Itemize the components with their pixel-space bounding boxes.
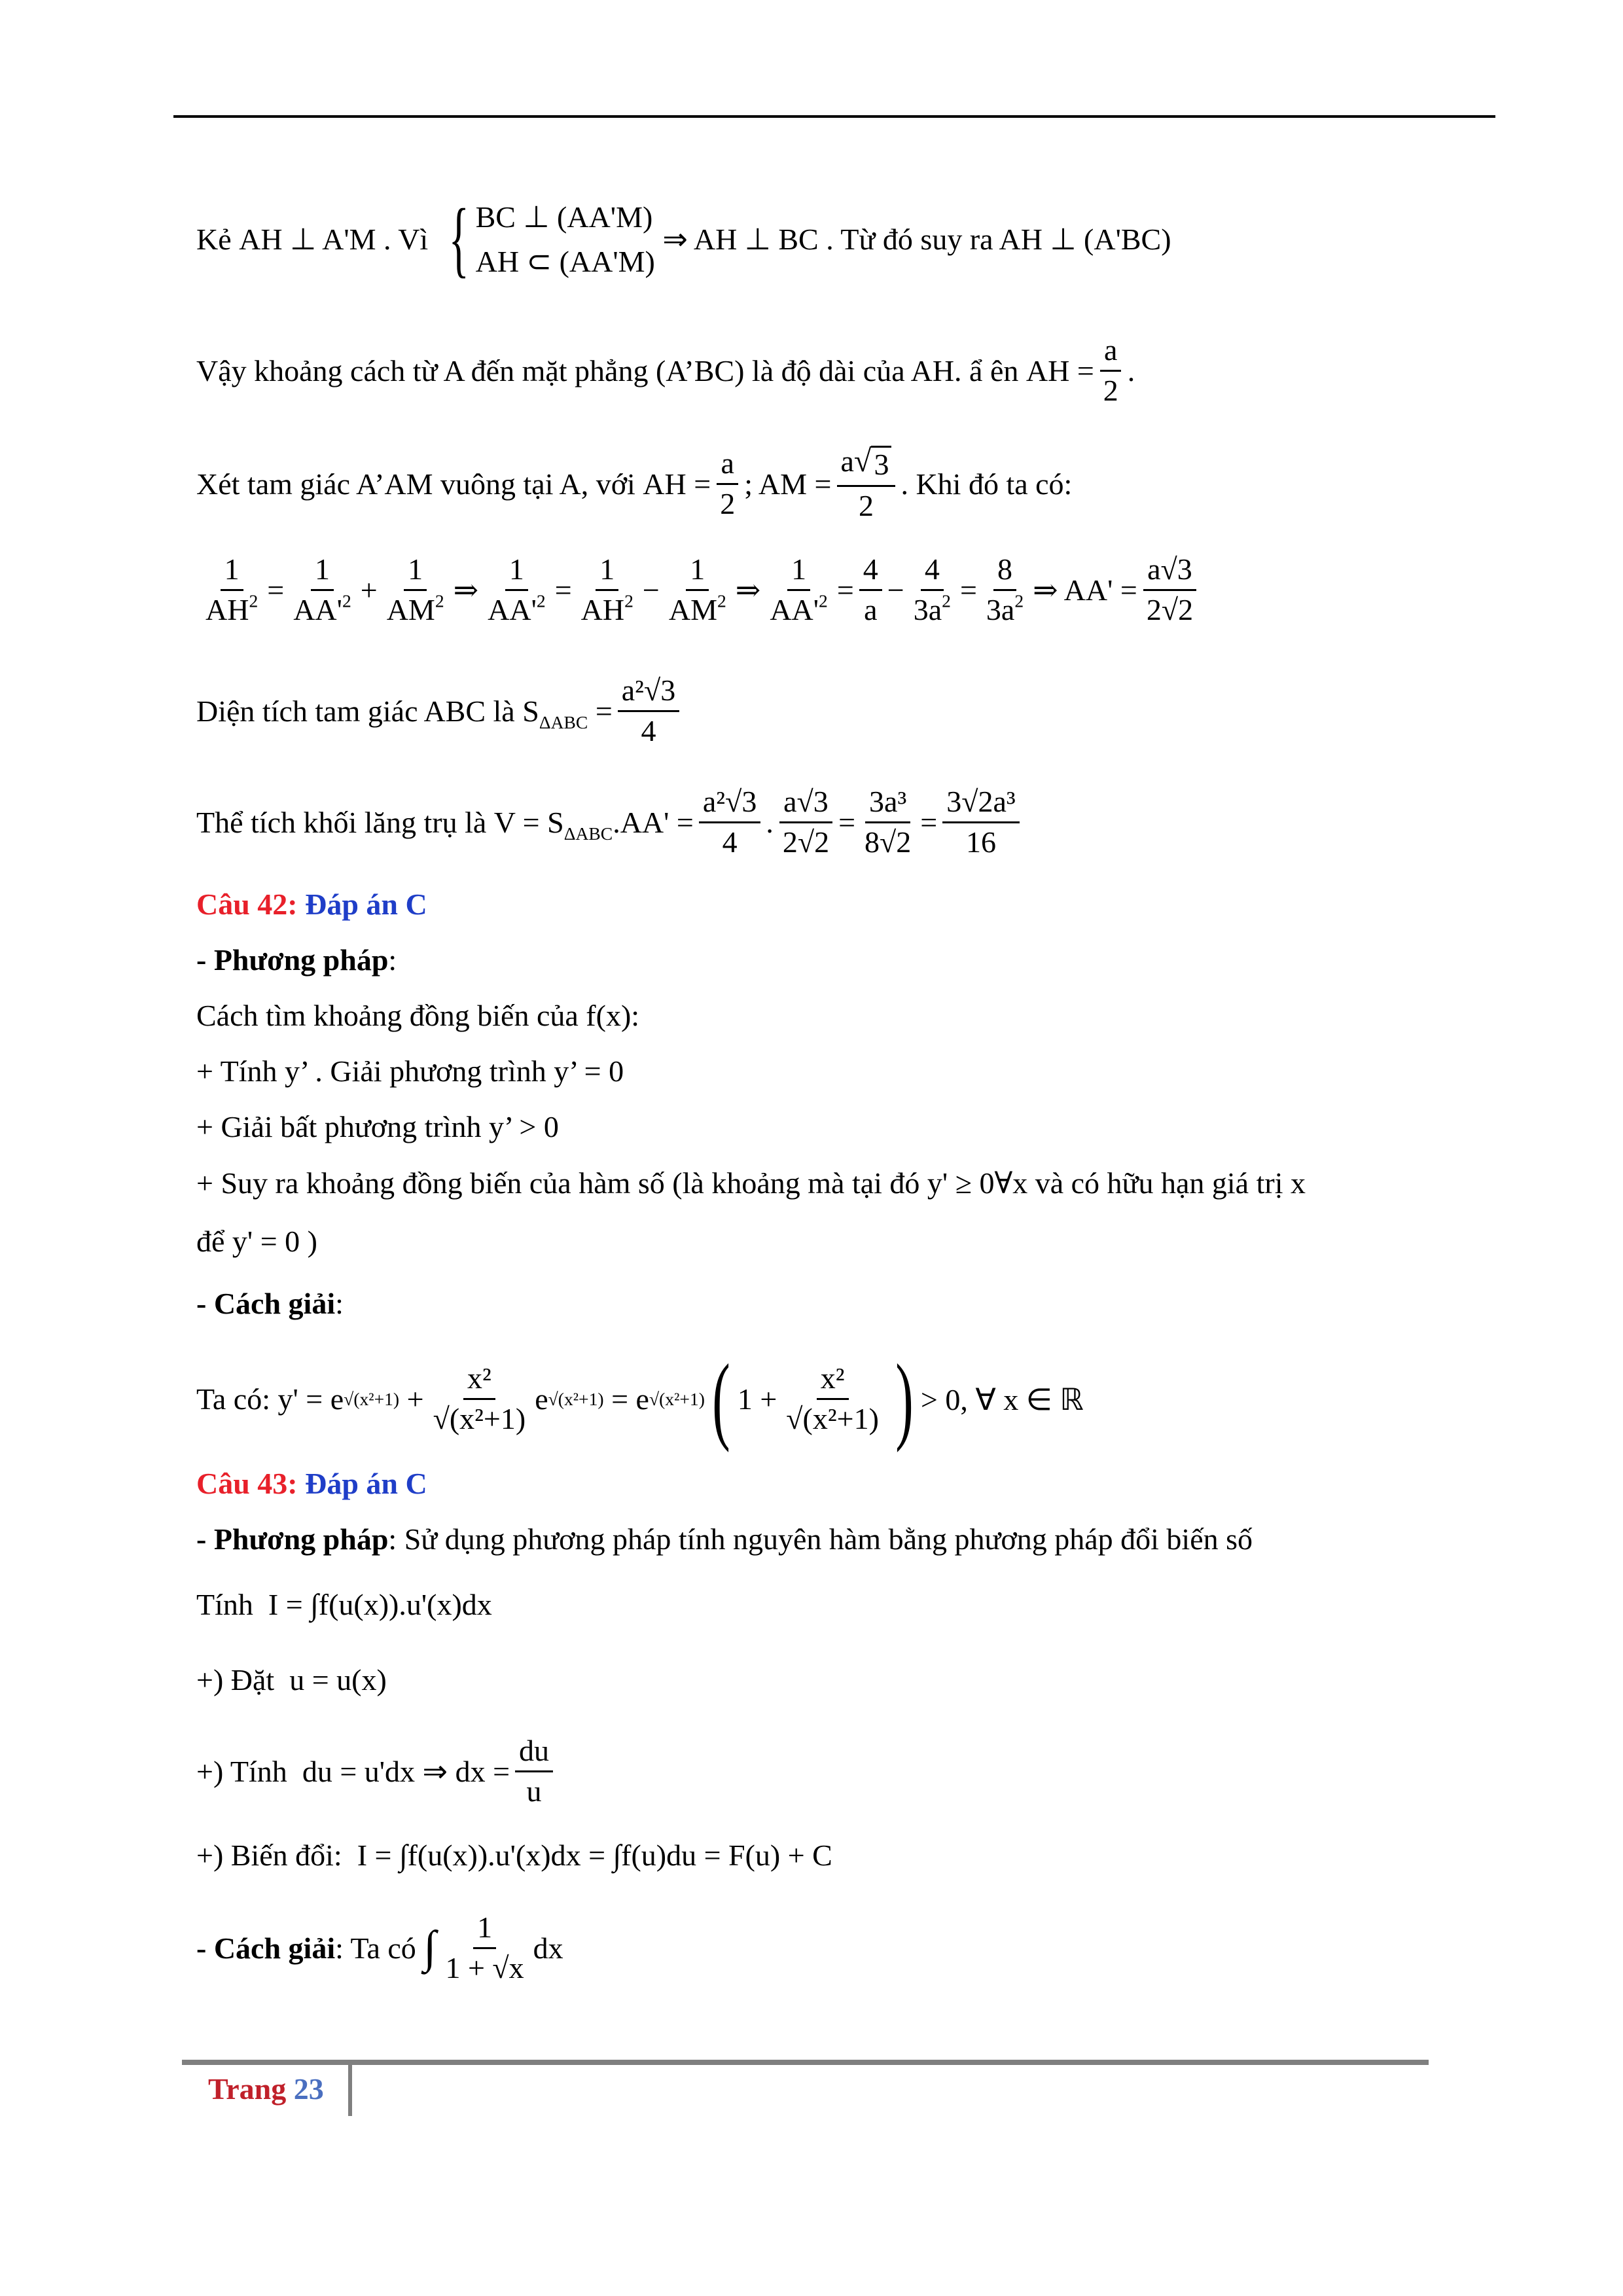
- system-of-conditions: [438, 192, 655, 286]
- line-ke-ah: [196, 192, 1171, 286]
- text-triangle: Xét tam giác A’AM vuông tại A, với: [196, 467, 635, 501]
- paren-close-icon: ): [895, 1344, 914, 1453]
- header-rule: [173, 115, 1495, 118]
- text-42-4: + Suy ra khoảng đồng biến của hàm số (là khoảng mà tại đó y' ≥ 0∀x và có hữu hạn giá trị x: [196, 1166, 1306, 1200]
- frac-vol-1: $\frac{\text{a²√3}}{4}$: [699, 785, 760, 859]
- solution-43: - Cách giải : Ta có ∫ $\frac{1}{1 + √x}$ dx: [196, 1910, 563, 1984]
- text-42-5: để y' = 0 ): [196, 1225, 317, 1258]
- text-42-3: + Giải bất phương trình y’ > 0: [196, 1110, 559, 1143]
- question-43-heading: Câu 43: Đáp án C: [196, 1467, 427, 1500]
- frac-4-3a2: $\frac{4}{3a^2}$: [913, 552, 951, 626]
- frac-area: $\frac{\text{a²√3}}{4}$: [618, 674, 679, 747]
- text-ke: Kẻ: [196, 222, 232, 256]
- system-row-1: BC ⊥ (AA'M): [475, 200, 653, 234]
- footer-divider: [348, 2065, 352, 2116]
- line-area: Diện tích tam giác ABC là $S_{\Delta ABC}$ = $\frac{\text{a²√3}}{4}$: [196, 674, 685, 747]
- text-volume: Thể tích khối lăng trụ là: [196, 805, 487, 839]
- equation-42: Ta có: y' = e √(x²+1) + $\frac{\text{x²}}{\text{√(x²+1)}}$ e √(x²+1) = e √(x²+1) ( 1 + $\frac{\text{x²}}{\text{√(x²+1)}}$ ) > 0, ∀ x ∈ ℝ: [196, 1344, 1084, 1453]
- fraction-am: a √ 3 2: [837, 445, 896, 522]
- solution-42: - Cách giải :: [196, 1287, 344, 1320]
- method-42: - Phương pháp :: [196, 943, 397, 977]
- frac-1-aa2: $\frac{1}{AA'^2}$: [293, 552, 351, 626]
- frac-8-3a2: $\frac{8}{3a^2}$: [986, 552, 1024, 626]
- frac-1-ah2-b: $\frac{1}{AH^2}$: [580, 552, 633, 626]
- fraction-ah: $\frac{a}{2}$: [716, 447, 739, 520]
- method-43: - Phương pháp : Sử dụng phương pháp tính nguyên hàm bằng phương pháp đổi biến số: [196, 1522, 1253, 1556]
- paren-open-icon: (: [712, 1344, 730, 1453]
- fraction-a-over-2: $\frac{a}{2}$: [1099, 334, 1122, 407]
- frac-42-b: $\frac{\text{x²}}{\text{√(x²+1)}}$: [786, 1361, 879, 1435]
- frac-1-am2: $\frac{1}{AM^2}$: [386, 552, 444, 626]
- text-43-3: +) Tính du = u'dx ⇒ dx = $\frac{du}{u}$: [196, 1734, 558, 1808]
- frac-4-a: $\frac{4}{a}$: [859, 553, 882, 626]
- frac-1-aa2-b: $\frac{1}{AA'^2}$: [488, 552, 546, 626]
- text-43-4: +) Biến đổi: I = ∫f(u(x)).u'(x)dx = ∫f(u)du = F(u) + C: [196, 1839, 832, 1872]
- line-distance: Vậy khoảng cách từ A đến mặt phẳng (A’BC) là độ dài của AH. ẩ ên AH = $\frac{a}{2}$ .: [196, 333, 1135, 407]
- text-42-2: + Tính y’ . Giải phương trình y’ = 0: [196, 1054, 624, 1088]
- frac-vol-4: $\frac{\text{3√2a³}}{16}$: [942, 785, 1019, 859]
- text-area: Diện tích tam giác ABC là: [196, 694, 515, 728]
- footer-rule: [182, 2060, 1429, 2065]
- frac-vol-3: $\frac{\text{3a³}}{8√2}$: [865, 785, 912, 859]
- system-row-2: AH ⊂ (AA'M): [475, 245, 655, 278]
- frac-1-1sqrtx: $\frac{1}{1 + √x}$: [445, 1910, 524, 1984]
- question-42-heading: Câu 42: Đáp án C: [196, 888, 427, 921]
- brace-icon: {: [448, 192, 470, 286]
- frac-1-am2-b: $\frac{1}{AM^2}$: [668, 552, 726, 626]
- line-volume: Thể tích khối lăng trụ là $V = S_{\Delta ABC}.AA'$ = $\frac{\text{a²√3}}{4}$ . $\frac{a√3}{2√2}$ = $\frac{\text{3a³}}{8√2}$ = $\frac{\text{3√2a³}}{16}$: [196, 785, 1025, 859]
- frac-vol-2: $\frac{a√3}{2√2}$: [779, 785, 833, 859]
- frac-1-ah2: $\frac{1}{AH^2}$: [205, 552, 259, 626]
- frac-42-a: $\frac{\text{x²}}{\text{√(x²+1)}}$: [433, 1361, 526, 1435]
- formula-ah-perp: AH ⊥ A'M . Vì: [239, 223, 429, 256]
- line-pythagoras: $\frac{1}{AH^2}$ = $\frac{1}{AA'^2}$ + $\frac{1}{AM^2}$ ⇒ $\frac{1}{AA'^2}$ = $\frac{1}{AH^2}$ − $\frac{1}{AM^2}$ ⇒ $\frac{1}{AA'^2}$ = $\frac{4}{a}$ − $\frac{4}{3a^2}$ = $\frac{8}{3a^2}$ ⇒ AA' = $\frac{a√3}{2√2}$: [196, 553, 1202, 626]
- text-42-1: Cách tìm khoảng đồng biến của f(x):: [196, 999, 640, 1032]
- text-43-2: +) Đặt u = u(x): [196, 1663, 387, 1696]
- line-triangle: Xét tam giác A’AM vuông tại A, với AH = $\frac{a}{2}$ ; AM = a √ 3 2 . Khi đó ta có:: [196, 444, 1073, 522]
- frac-aa-result: $\frac{a√3}{2√2}$: [1143, 553, 1197, 626]
- frac-du-u: $\frac{du}{u}$: [515, 1734, 553, 1808]
- page-number: Trang 23: [208, 2072, 324, 2106]
- text-distance: Vậy khoảng cách từ A đến mặt phẳng (A’BC) là độ dài của AH. ẩ ên: [196, 353, 1019, 387]
- text-43-1: Tính I = ∫f(u(x)).u'(x)dx: [196, 1588, 492, 1621]
- formula-ah: AH =: [1026, 353, 1094, 387]
- frac-1-aa2-c: $\frac{1}{AA'^2}$: [770, 552, 828, 626]
- formula-implies: ⇒ AH ⊥ BC . Từ đó suy ra AH ⊥ (A'BC): [662, 223, 1171, 256]
